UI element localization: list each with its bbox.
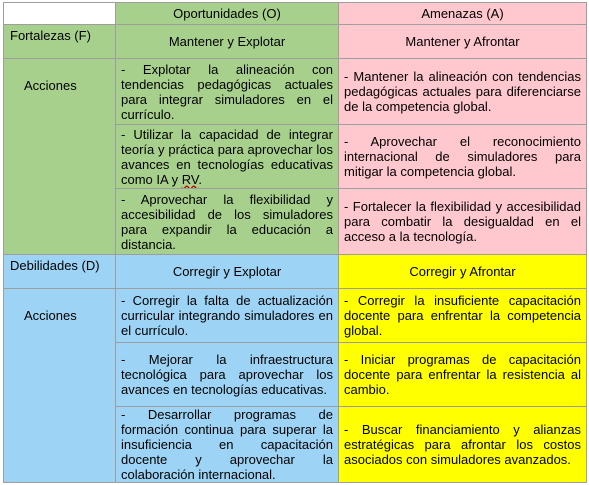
debilidades-label: Debilidades (D) (4, 255, 116, 289)
da-action-1: - Corregir la insuficiente capacitación docente para enfrentar la competencia global. (339, 289, 587, 343)
fa-action-1: - Mantener la alineación con tendencias pedagógicas actuales para diferenciarse de la competencia global. (339, 59, 587, 125)
corner-cell (4, 3, 116, 25)
do-strategy-title: Corregir y Explotar (116, 255, 339, 289)
debilidades-row (4, 255, 587, 289)
debilidades-acciones-text: Acciones (24, 308, 77, 323)
do-action-3: - Desarrollar programas de formación continua para superar la insuficiencia en capacitación docente y aprovechar la colaboración internacional. (116, 407, 339, 483)
da-action-2: - Iniciar programas de capacitación docente para enfrentar la resistencia al cambio. (339, 343, 587, 407)
fortalezas-action-row-1 (4, 59, 587, 125)
dofa-matrix (3, 2, 587, 483)
debilidades-acciones-label (4, 289, 116, 483)
fo-action-2-rv: RV (181, 171, 199, 187)
do-action-1: - Corregir la falta de actualización curricular integrando simuladores en el currículo. (116, 289, 339, 343)
fo-action-3: - Aprovechar la flexibilidad y accesibilidad de los simuladores para expandir la educación a distancia. (116, 189, 339, 255)
header-amenazas: Amenazas (A) (339, 3, 587, 25)
fa-strategy-title: Mantener y Afrontar (339, 25, 587, 59)
header-oportunidades: Oportunidades (O) (116, 3, 339, 25)
fa-action-3: - Fortalecer la flexibilidad y accesibilidad para combatir la desigualdad en el acceso a la tecnología. (339, 189, 587, 255)
do-action-2: - Mejorar la infraestructura tecnológica para aprovechar los avances en tecnologías educativas. (116, 343, 339, 407)
fo-action-2 (116, 125, 339, 189)
fortalezas-acciones-label (4, 59, 116, 255)
fortalezas-acciones-text: Acciones (24, 78, 77, 93)
fortalezas-row (4, 25, 587, 59)
header-row (4, 3, 587, 25)
fo-action-1: - Explotar la alineación con tendencias pedagógicas actuales para integrar simuladores en el currículo. (116, 59, 339, 125)
debilidades-action-row-1 (4, 289, 587, 343)
fortalezas-label: Fortalezas (F) (4, 25, 116, 59)
da-strategy-title: Corregir y Afrontar (339, 255, 587, 289)
fo-action-2-end: . (198, 171, 202, 187)
fa-action-2: - Aprovechar el reconocimiento internacional de simuladores para mitigar la competencia global. (339, 125, 587, 189)
fo-action-2-text: - Utilizar la capacidad de integrar teoría y práctica para aprovechar los avances en tecnologías educativas como IA y (121, 126, 333, 187)
da-action-3: - Buscar financiamiento y alianzas estratégicas para afrontar los costos asociados con simuladores avanzados. (339, 407, 587, 483)
fo-strategy-title: Mantener y Explotar (116, 25, 339, 59)
